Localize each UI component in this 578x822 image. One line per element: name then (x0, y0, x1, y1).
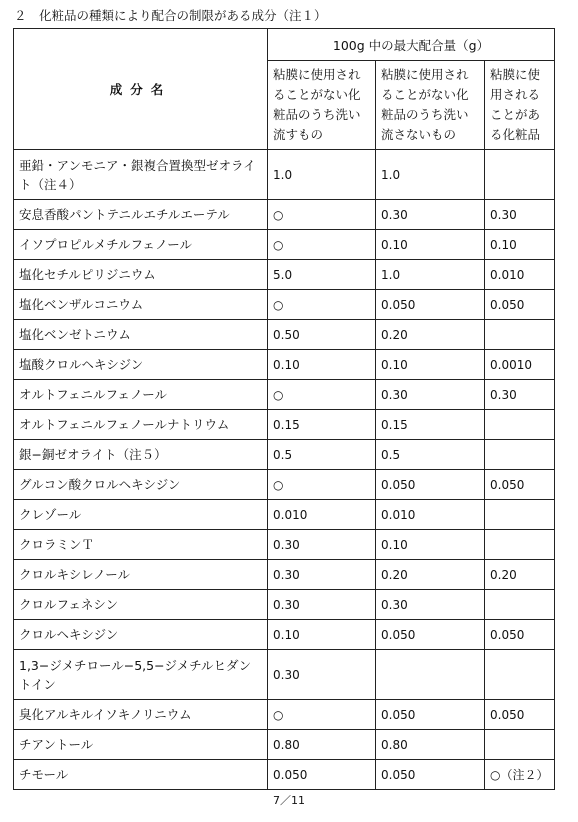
table-row (14, 500, 555, 530)
mucosa-value-cell: 0.050 (485, 470, 555, 500)
rinse-off-value-cell: ○ (268, 470, 376, 500)
leave-on-value-cell (376, 650, 485, 700)
mucosa-value-cell: 0.10 (485, 230, 555, 260)
mucosa-value-cell (485, 530, 555, 560)
mucosa-value-cell (485, 650, 555, 700)
table-row (14, 560, 555, 590)
mucosa-value-cell (485, 440, 555, 470)
leave-on-value-cell: 0.20 (376, 320, 485, 350)
ingredient-name-cell: 安息香酸パントテニルエチルエーテル (14, 200, 268, 230)
rinse-off-value-cell: 0.10 (268, 350, 376, 380)
table-row (14, 230, 555, 260)
ingredient-name-cell: クロルフェネシン (14, 590, 268, 620)
ingredient-name-cell: 亜鉛・アンモニア・銀複合置換型ゼオライト（注４） (14, 150, 268, 200)
table-row (14, 440, 555, 470)
leave-on-value-cell: 0.010 (376, 500, 485, 530)
leave-on-value-cell: 0.050 (376, 290, 485, 320)
leave-on-value-cell: 1.0 (376, 260, 485, 290)
ingredient-name-cell: クロラミンＴ (14, 530, 268, 560)
leave-on-value-cell: 0.10 (376, 530, 485, 560)
table-row (14, 700, 555, 730)
ingredient-name-cell: オルトフェニルフェノール (14, 380, 268, 410)
table-row (14, 410, 555, 440)
rinse-off-value-cell: 0.30 (268, 530, 376, 560)
rinse-off-value-cell: 0.30 (268, 590, 376, 620)
table-row (14, 290, 555, 320)
table-row (14, 200, 555, 230)
mucosa-value-cell (485, 500, 555, 530)
table-row (14, 380, 555, 410)
ingredient-name-header: 成分名 (14, 29, 268, 150)
table-row (14, 730, 555, 760)
rinse-off-value-cell: ○ (268, 700, 376, 730)
ingredient-name-cell: グルコン酸クロルヘキシジン (14, 470, 268, 500)
rinse-off-value-cell: ○ (268, 290, 376, 320)
table-row (14, 590, 555, 620)
rinse-off-value-cell: ○ (268, 200, 376, 230)
rinse-off-value-cell: 1.0 (268, 150, 376, 200)
mucosa-value-cell: 0.30 (485, 200, 555, 230)
table-row (14, 650, 555, 700)
rinse-off-value-cell: 0.15 (268, 410, 376, 440)
table-row (14, 350, 555, 380)
table-row (14, 260, 555, 290)
leave-on-value-cell: 0.30 (376, 380, 485, 410)
ingredient-name-cell: クロルキシレノール (14, 560, 268, 590)
rinse-off-value-cell: ○ (268, 230, 376, 260)
section-heading: ２ 化粧品の種類により配合の制限がある成分（注１） (14, 8, 327, 23)
leave-on-header: 粘膜に使用されることがない化粧品のうち洗い流さないもの (376, 61, 485, 150)
leave-on-value-cell: 0.20 (376, 560, 485, 590)
rinse-off-value-cell: 0.30 (268, 650, 376, 700)
mucosa-value-cell (485, 730, 555, 760)
mucosa-value-cell: 0.050 (485, 290, 555, 320)
rinse-off-value-cell: 0.050 (268, 760, 376, 790)
table-row (14, 150, 555, 200)
ingredient-name-cell: 塩化ベンゼトニウム (14, 320, 268, 350)
ingredient-name-cell: 1,3−ジメチロール−5,5−ジメチルヒダントイン (14, 650, 268, 700)
table-row (14, 470, 555, 500)
ingredient-name-cell: クレゾール (14, 500, 268, 530)
ingredient-name-cell: 塩化ベンザルコニウム (14, 290, 268, 320)
mucosa-value-cell: ○（注２） (485, 760, 555, 790)
rinse-off-value-cell: 0.5 (268, 440, 376, 470)
ingredient-name-cell: イソプロピルメチルフェノール (14, 230, 268, 260)
rinse-off-value-cell: 0.10 (268, 620, 376, 650)
mucosa-value-cell (485, 320, 555, 350)
mucosa-value-cell: 0.20 (485, 560, 555, 590)
rinse-off-value-cell: 0.30 (268, 560, 376, 590)
ingredient-name-cell: オルトフェニルフェノールナトリウム (14, 410, 268, 440)
table-row (14, 320, 555, 350)
table-row (14, 530, 555, 560)
mucosa-value-cell: 0.0010 (485, 350, 555, 380)
page-number: 7／11 (273, 794, 305, 807)
ingredient-limit-table (13, 28, 555, 790)
ingredient-name-cell: 銀−銅ゼオライト（注５） (14, 440, 268, 470)
leave-on-value-cell: 0.5 (376, 440, 485, 470)
leave-on-value-cell: 0.30 (376, 200, 485, 230)
leave-on-value-cell: 0.050 (376, 760, 485, 790)
leave-on-value-cell: 0.050 (376, 620, 485, 650)
leave-on-value-cell: 0.10 (376, 230, 485, 260)
ingredient-name-cell: 塩化セチルピリジニウム (14, 260, 268, 290)
mucosa-value-cell (485, 590, 555, 620)
mucosa-value-cell: 0.050 (485, 700, 555, 730)
rinse-off-value-cell: 0.50 (268, 320, 376, 350)
rinse-off-header: 粘膜に使用されることがない化粧品のうち洗い流すもの (268, 61, 376, 150)
leave-on-value-cell: 0.050 (376, 470, 485, 500)
rinse-off-value-cell: 5.0 (268, 260, 376, 290)
ingredient-name-cell: 塩酸クロルヘキシジン (14, 350, 268, 380)
rinse-off-value-cell: 0.010 (268, 500, 376, 530)
mucosa-value-cell: 0.010 (485, 260, 555, 290)
leave-on-value-cell: 0.10 (376, 350, 485, 380)
leave-on-value-cell: 0.80 (376, 730, 485, 760)
leave-on-value-cell: 0.30 (376, 590, 485, 620)
ingredient-name-cell: 臭化アルキルイソキノリニウム (14, 700, 268, 730)
ingredient-name-cell: チアントール (14, 730, 268, 760)
ingredient-name-cell: チモール (14, 760, 268, 790)
max-amount-header: 100g 中の最大配合量（g） (268, 29, 555, 61)
ingredient-name-cell: クロルヘキシジン (14, 620, 268, 650)
leave-on-value-cell: 1.0 (376, 150, 485, 200)
mucosa-value-cell: 0.30 (485, 380, 555, 410)
leave-on-value-cell: 0.15 (376, 410, 485, 440)
mucosa-header: 粘膜に使用されることがある化粧品 (485, 61, 555, 150)
rinse-off-value-cell: 0.80 (268, 730, 376, 760)
leave-on-value-cell: 0.050 (376, 700, 485, 730)
table-row (14, 760, 555, 790)
table-row (14, 620, 555, 650)
mucosa-value-cell (485, 410, 555, 440)
rinse-off-value-cell: ○ (268, 380, 376, 410)
mucosa-value-cell: 0.050 (485, 620, 555, 650)
mucosa-value-cell (485, 150, 555, 200)
